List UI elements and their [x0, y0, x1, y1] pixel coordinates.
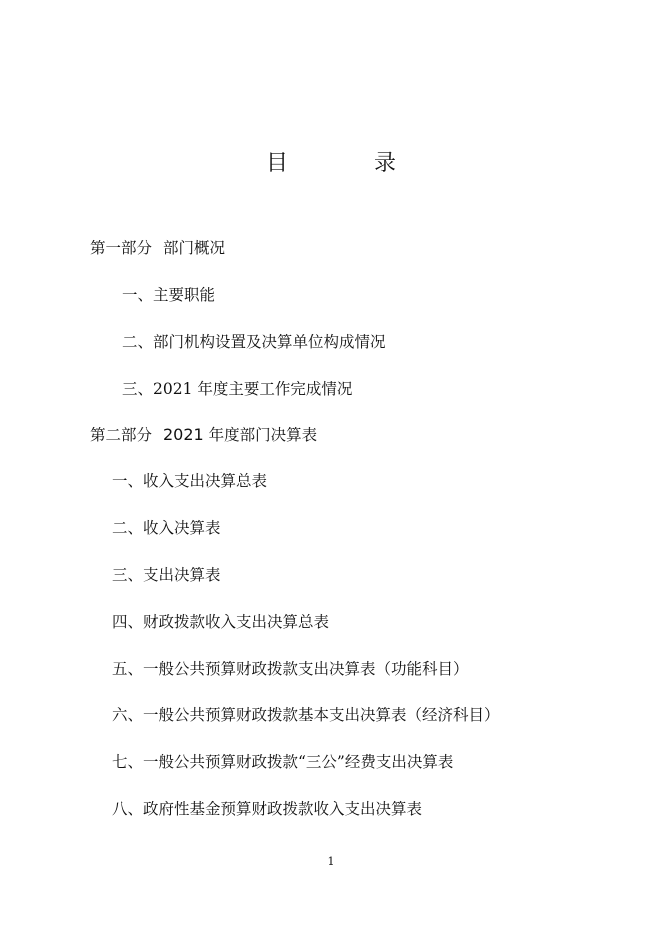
- part-two-heading: [90, 425, 317, 445]
- toc-item: 四、财政拨款收入支出决算总表: [112, 613, 330, 631]
- toc-item: 五、一般公共预算财政拨款支出决算表（功能科目）: [112, 660, 469, 678]
- part-one-label: 第一部分: [90, 239, 153, 257]
- part-one-title: 部门概况: [162, 239, 225, 257]
- part-two-year: 2021: [162, 425, 204, 444]
- part-two-title: 年度部门决算表: [208, 426, 318, 444]
- toc-item: 八、政府性基金预算财政拨款收入支出决算表: [112, 800, 423, 818]
- part-one-heading: [90, 238, 225, 258]
- toc-item: 三、2021 年度主要工作完成情况: [122, 380, 353, 398]
- toc-item: 二、收入决算表: [112, 519, 221, 537]
- toc-title-char-1: 目: [265, 151, 288, 176]
- toc-item: 三、支出决算表: [112, 566, 221, 584]
- toc-item: 七、一般公共预算财政拨款“三公”经费支出决算表: [112, 753, 454, 771]
- toc-item: 二、部门机构设置及决算单位构成情况: [122, 333, 386, 351]
- toc-title-char-2: 录: [374, 151, 397, 176]
- part-two-label: 第二部分: [90, 426, 153, 444]
- toc-item: 一、主要职能: [122, 286, 216, 304]
- toc-item: 一、收入支出决算总表: [112, 472, 268, 490]
- toc-title: [0, 146, 662, 177]
- toc-item: 六、一般公共预算财政拨款基本支出决算表（经济科目）: [112, 706, 500, 724]
- page-number: 1: [327, 855, 335, 868]
